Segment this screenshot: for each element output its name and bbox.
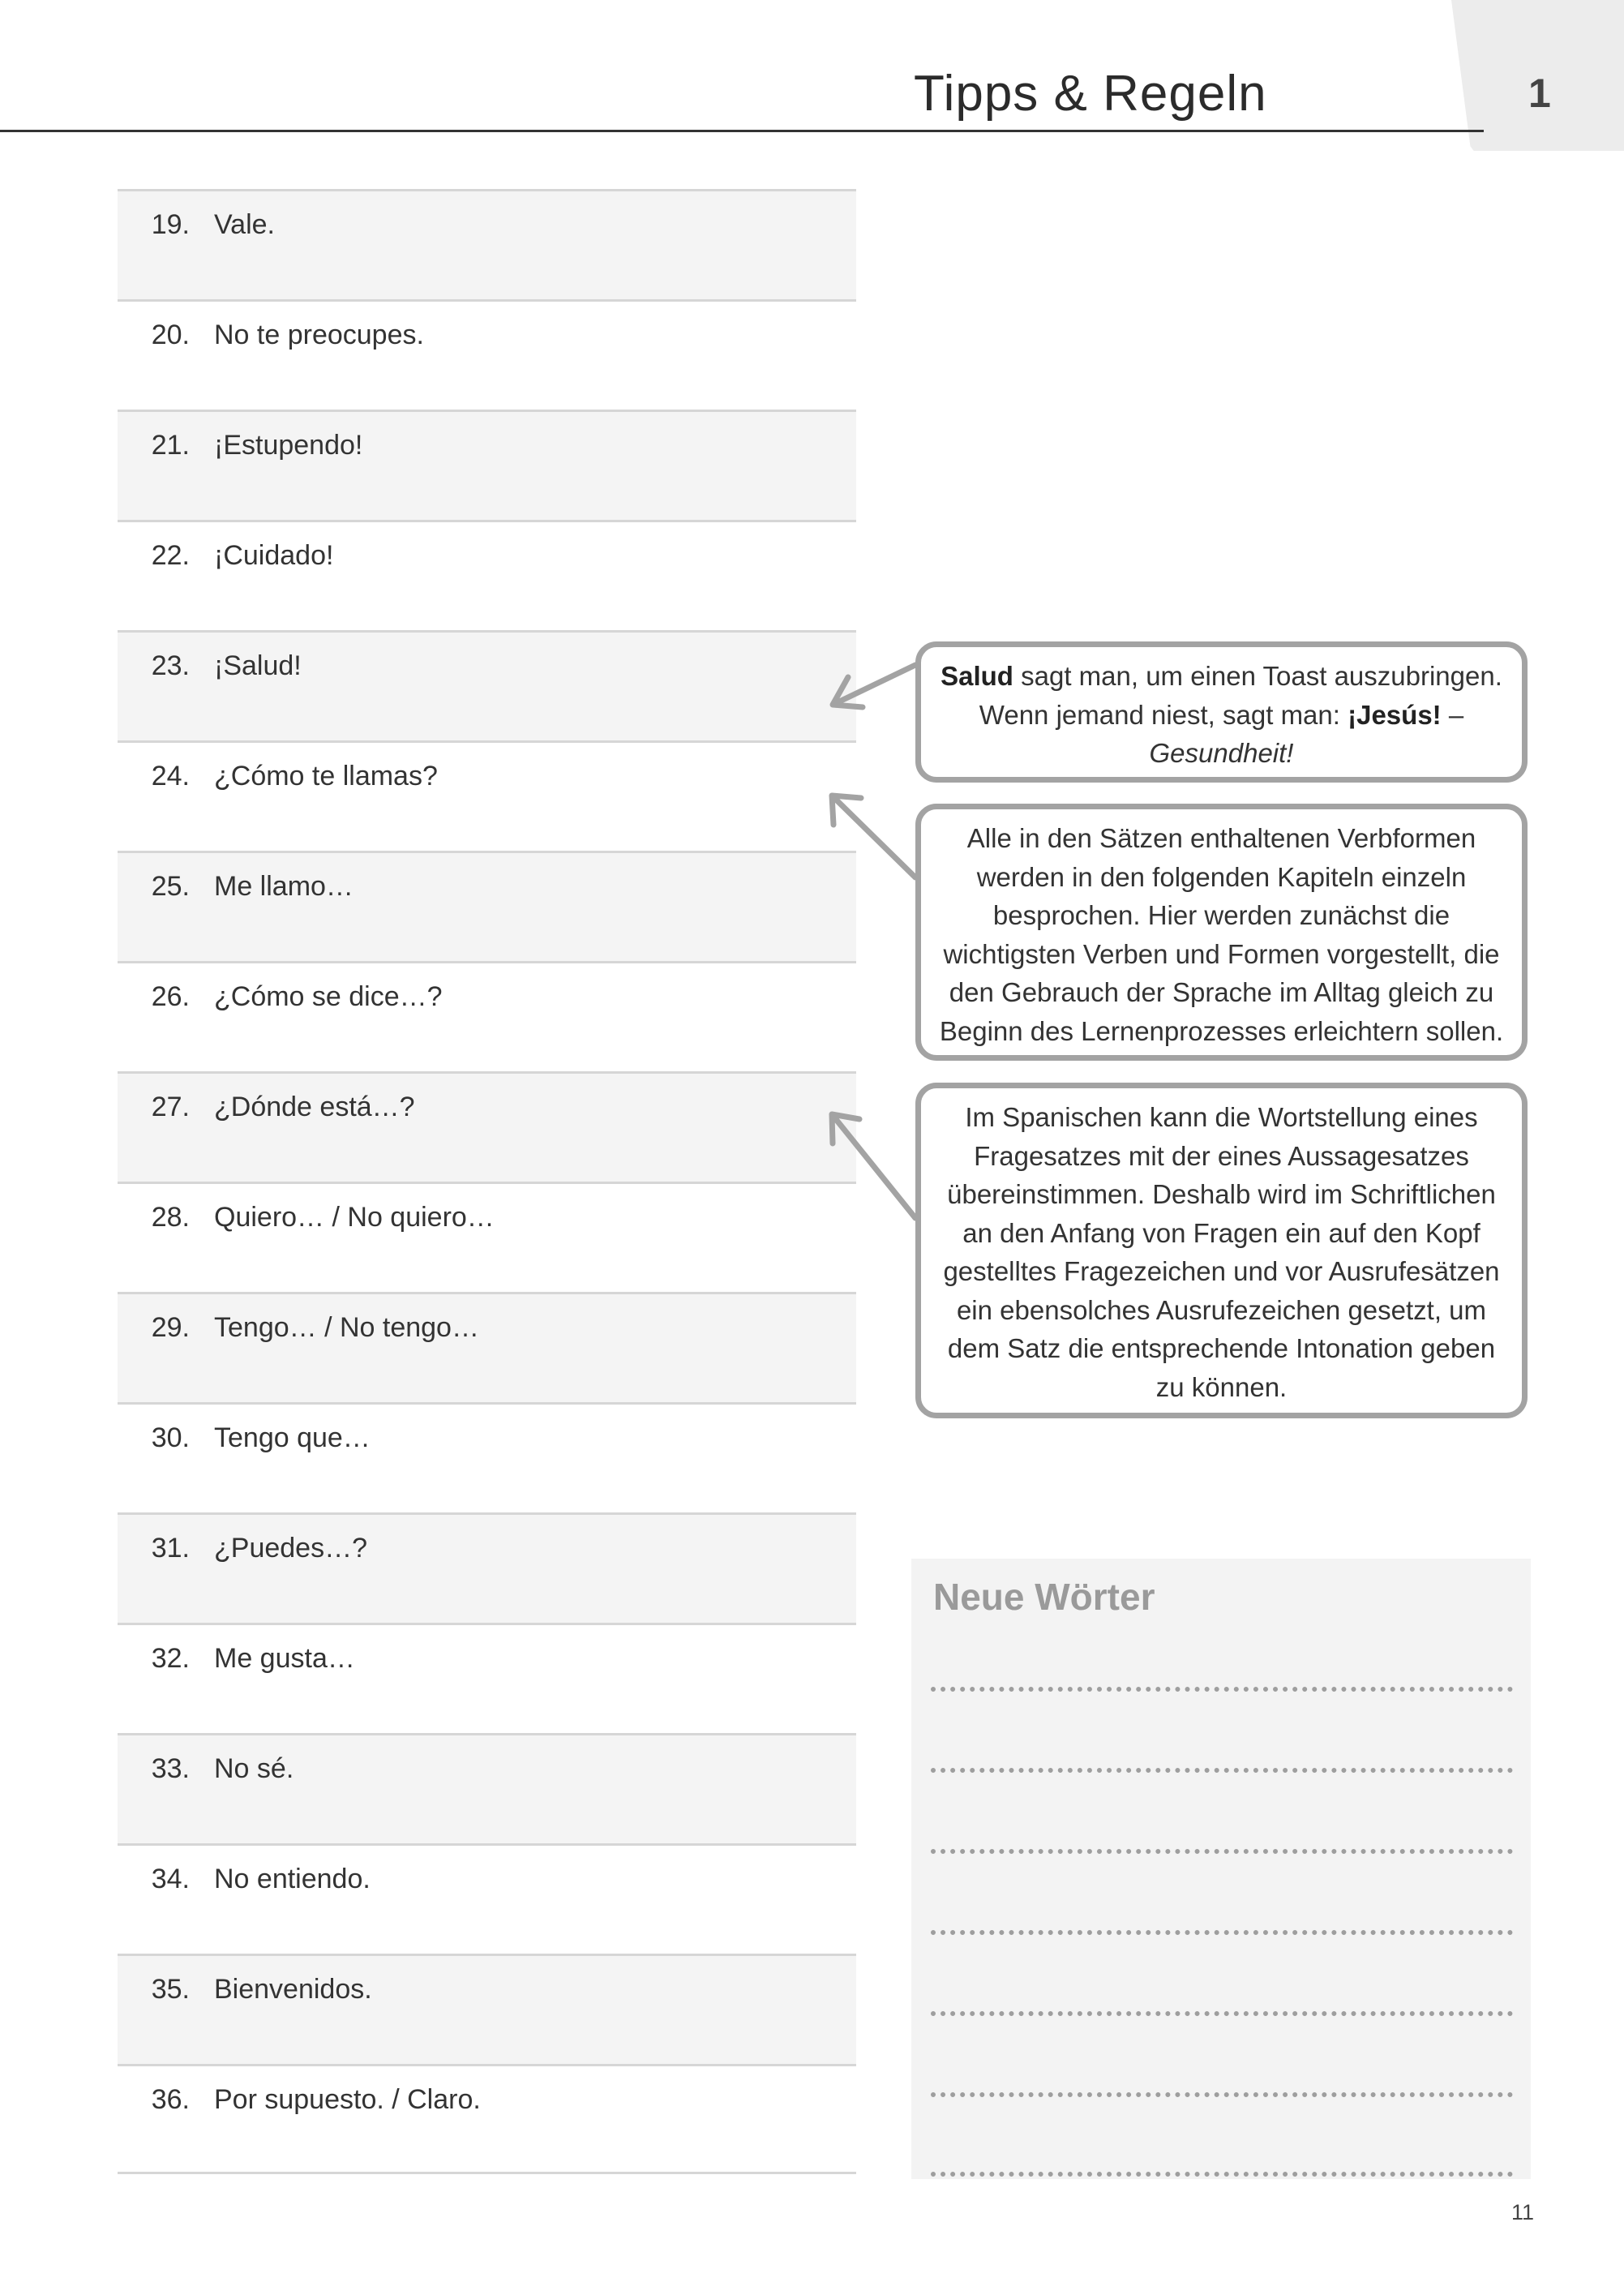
phrase-text: ¡Estupendo! bbox=[214, 430, 363, 461]
phrase-row bbox=[118, 851, 856, 961]
phrase-row bbox=[118, 1292, 856, 1402]
phrase-row bbox=[118, 299, 856, 410]
phrase-row bbox=[118, 189, 856, 299]
phrase-list bbox=[118, 189, 856, 2174]
phrase-text: ¿Cómo se dice…? bbox=[214, 981, 443, 1012]
phrase-text: Vale. bbox=[214, 209, 275, 240]
phrase-text: Bienvenidos. bbox=[214, 1974, 372, 2005]
phrase-text: ¡Cuidado! bbox=[214, 540, 334, 571]
phrase-row bbox=[118, 1843, 856, 1954]
phrase-number: 33. bbox=[151, 1753, 190, 1784]
phrase-text: Me gusta… bbox=[214, 1643, 355, 1674]
phrase-row bbox=[118, 1071, 856, 1182]
phrase-number: 20. bbox=[151, 320, 190, 350]
phrase-row bbox=[118, 1512, 856, 1623]
writing-line[interactable] bbox=[931, 2011, 1513, 2016]
page-title: Tipps & Regeln bbox=[914, 66, 1267, 122]
phrase-number: 34. bbox=[151, 1864, 190, 1894]
phrase-number: 22. bbox=[151, 540, 190, 571]
phrase-number: 27. bbox=[151, 1092, 190, 1122]
phrase-text: Por supuesto. / Claro. bbox=[214, 2084, 481, 2115]
phrase-text: Tengo… / No tengo… bbox=[214, 1312, 479, 1343]
tip-salud-bold-word: Salud bbox=[941, 661, 1013, 691]
phrase-row bbox=[118, 740, 856, 851]
new-words-title: Neue Wörter bbox=[933, 1576, 1155, 1618]
phrase-number: 24. bbox=[151, 761, 190, 791]
phrase-number: 31. bbox=[151, 1533, 190, 1564]
phrase-number: 19. bbox=[151, 209, 190, 240]
tip-salud-text: sagt man, um einen Toast auszubringen. Wenn jemand niest, sagt man: bbox=[979, 661, 1502, 730]
phrase-number: 29. bbox=[151, 1312, 190, 1343]
writing-line[interactable] bbox=[931, 1930, 1513, 1935]
phrase-text: ¿Cómo te llamas? bbox=[214, 761, 438, 791]
phrase-row bbox=[118, 1623, 856, 1733]
phrase-text: No te preocupes. bbox=[214, 320, 424, 350]
phrase-row bbox=[118, 1182, 856, 1292]
chapter-number: 1 bbox=[1528, 71, 1551, 116]
phrase-text: Tengo que… bbox=[214, 1422, 371, 1453]
phrase-row bbox=[118, 630, 856, 740]
tip-salud-dash: – bbox=[1441, 699, 1464, 730]
phrase-number: 35. bbox=[151, 1974, 190, 2005]
phrase-number: 32. bbox=[151, 1643, 190, 1674]
phrase-row bbox=[118, 961, 856, 1071]
phrase-text: No sé. bbox=[214, 1753, 294, 1784]
phrase-text: ¿Puedes…? bbox=[214, 1533, 367, 1564]
new-words-panel bbox=[911, 1559, 1531, 2179]
phrase-row bbox=[118, 1402, 856, 1512]
phrase-number: 26. bbox=[151, 981, 190, 1012]
phrase-number: 30. bbox=[151, 1422, 190, 1453]
tip-box-questions bbox=[915, 1083, 1528, 1418]
writing-line[interactable] bbox=[931, 1849, 1513, 1854]
phrase-row bbox=[118, 410, 856, 520]
writing-line[interactable] bbox=[931, 2172, 1513, 2177]
phrase-number: 23. bbox=[151, 650, 190, 681]
phrase-number: 25. bbox=[151, 871, 190, 902]
phrase-number: 21. bbox=[151, 430, 190, 461]
phrase-text: No entiendo. bbox=[214, 1864, 371, 1894]
tip-salud-bold-phrase: ¡Jesús! bbox=[1348, 699, 1442, 730]
phrase-row bbox=[118, 520, 856, 630]
tip-verbs-text: Alle in den Sätzen enthaltenen Verbformen werden in den folgenden Kapiteln einzeln besprochen. Hier werden zunächst die wichtigsten Verben und Formen vorgestellt, die den Gebrauch der Sprache im Alltag gleich zu Beginn des Lernenprozesses erleichtern sollen. bbox=[939, 823, 1504, 1046]
tip-questions-text: Im Spanischen kann die Wortstellung eines Fragesatzes mit der eines Aussagesatzes übereinstimmen. Deshalb wird im Schriftlichen an den Anfang von Fragen ein auf den Kopf gestelltes Fragezeichen und vor Ausrufesätzen ein ebensolches Ausrufezeichen gesetzt, um dem Satz die entsprechende Intonation geben zu können. bbox=[943, 1102, 1500, 1402]
phrase-row bbox=[118, 2064, 856, 2174]
phrase-text: Me llamo… bbox=[214, 871, 354, 902]
tip-box-salud bbox=[915, 641, 1528, 783]
writing-line[interactable] bbox=[931, 2092, 1513, 2097]
tip-box-verbs bbox=[915, 804, 1528, 1061]
phrase-number: 36. bbox=[151, 2084, 190, 2115]
phrase-text: Quiero… / No quiero… bbox=[214, 1202, 495, 1233]
header-rule bbox=[0, 130, 1484, 132]
writing-line[interactable] bbox=[931, 1768, 1513, 1773]
phrase-row bbox=[118, 1954, 856, 2064]
writing-line[interactable] bbox=[931, 1687, 1513, 1692]
phrase-text: ¿Dónde está…? bbox=[214, 1092, 415, 1122]
phrase-number: 28. bbox=[151, 1202, 190, 1233]
tip-salud-italic-phrase: Gesundheit! bbox=[1149, 738, 1294, 768]
phrase-text: ¡Salud! bbox=[214, 650, 302, 681]
phrase-row bbox=[118, 1733, 856, 1843]
page-number: 11 bbox=[1511, 2200, 1535, 2224]
